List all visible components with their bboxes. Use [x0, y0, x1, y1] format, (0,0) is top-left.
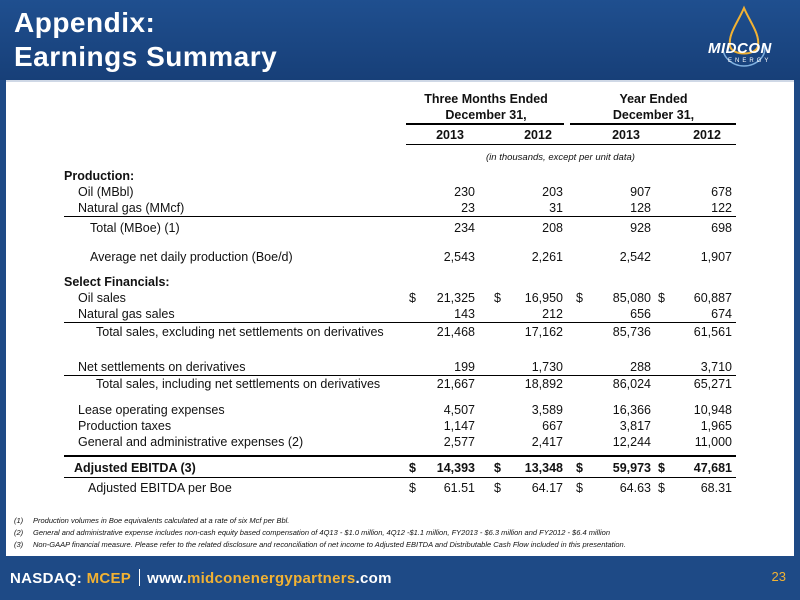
- row-avg-daily-production-value: 2,261: [531, 250, 563, 264]
- row-natural-gas-mmcf-value: 23: [461, 201, 475, 215]
- footnote-text: Production volumes in Boe equivalents calculated at a rate of six Mcf per Bbl.: [33, 516, 290, 525]
- row-lease-operating-value: 3,589: [531, 403, 563, 417]
- row-avg-daily-production-label: Average net daily production (Boe/d): [90, 250, 293, 264]
- column-header: 2012: [524, 128, 552, 142]
- row-ebitda-per-boe-dollar: $: [576, 481, 583, 495]
- row-net-settlements-value: 199: [454, 360, 475, 374]
- row-natural-gas-sales-value: 674: [711, 307, 732, 321]
- row-natural-gas-mmcf-value: 122: [711, 201, 732, 215]
- row-total-sales-excl-label: Total sales, excluding net settlements on derivatives: [96, 325, 384, 339]
- row-ebitda-per-boe-dollar: $: [409, 481, 416, 495]
- row-total-sales-excl-value: 21,468: [436, 325, 475, 339]
- column-header: 2013: [436, 128, 464, 142]
- group-header-year: Year Ended: [619, 92, 688, 106]
- footnote-number: (2): [14, 528, 24, 537]
- content-panel: [6, 80, 794, 556]
- row-natural-gas-sales-label: Natural gas sales: [78, 307, 175, 321]
- row-lease-operating-value: 10,948: [693, 403, 732, 417]
- slide-header: [0, 0, 800, 80]
- row-total-sales-excl-value: 85,736: [612, 325, 651, 339]
- row-avg-daily-production-value: 1,907: [700, 250, 732, 264]
- row-general-admin-value: 2,577: [443, 435, 475, 449]
- row-general-admin-value: 12,244: [612, 435, 651, 449]
- rule-ebitda-bottom: [64, 477, 736, 478]
- row-net-settlements-value: 1,730: [531, 360, 563, 374]
- ticker-symbol: MCEP: [86, 570, 132, 587]
- slide-footer: [0, 556, 800, 600]
- slide-title: [14, 6, 277, 74]
- row-natural-gas-mmcf-value: 128: [630, 201, 651, 215]
- row-net-settlements-value: 3,710: [700, 360, 732, 374]
- row-total-sales-excl-value: 61,561: [693, 325, 732, 339]
- row-avg-daily-production-value: 2,542: [619, 250, 651, 264]
- url-suffix: .com: [355, 570, 392, 587]
- group-header-three-months: Three Months Ended: [424, 92, 548, 106]
- row-oil-mbbl-label: Oil (MBbl): [78, 185, 134, 199]
- nasdaq-label: NASDAQ:: [10, 570, 87, 587]
- row-natural-gas-mmcf-value: 31: [549, 201, 563, 215]
- footnote-text: Non-GAAP financial measure. Please refer to the related disclosure and reconciliation of net income to Adjusted EBITDA and Distributable Cash Flow included in this presentation.: [33, 540, 626, 549]
- row-total-sales-incl-value: 65,271: [693, 377, 732, 391]
- row-adjusted-ebitda-value: 14,393: [436, 461, 475, 475]
- row-production-taxes-value: 1,965: [700, 419, 732, 433]
- row-adjusted-ebitda-value: 13,348: [524, 461, 563, 475]
- footnote-text: General and administrative expense includes non-cash equity based compensation of 4Q13 - $1.0 million, 4Q12 -$1.1 million, FY2013 - $6.3 million and FY2012 - $6.4 million: [33, 528, 610, 537]
- row-production-taxes-value: 1,147: [443, 419, 475, 433]
- row-natural-gas-mmcf-label: Natural gas (MMcf): [78, 201, 185, 215]
- row-total-mboe-value: 698: [711, 221, 732, 235]
- row-adjusted-ebitda-dollar: $: [409, 461, 416, 475]
- rule-production-total: [64, 216, 736, 217]
- footer-divider: [139, 569, 140, 586]
- row-production-taxes-value: 3,817: [619, 419, 651, 433]
- column-rule: [406, 144, 736, 145]
- company-logo: [694, 4, 794, 78]
- row-ebitda-per-boe-dollar: $: [658, 481, 665, 495]
- row-total-sales-incl-value: 18,892: [524, 377, 563, 391]
- footnote-number: (3): [14, 540, 24, 549]
- row-oil-sales-label: Oil sales: [78, 291, 126, 305]
- row-oil-sales-value: 60,887: [693, 291, 732, 305]
- row-adjusted-ebitda-dollar: $: [494, 461, 501, 475]
- header-rule-1: [406, 123, 564, 125]
- row-oil-mbbl-value: 678: [711, 185, 732, 199]
- url-domain[interactable]: midconenergypartners: [186, 570, 356, 587]
- row-total-sales-incl-label: Total sales, including net settlements on derivatives: [96, 377, 381, 391]
- row-oil-mbbl-value: 907: [630, 185, 651, 199]
- title-line-1: Appendix:: [14, 7, 156, 38]
- row-adjusted-ebitda-dollar: $: [576, 461, 583, 475]
- row-ebitda-per-boe-dollar: $: [494, 481, 501, 495]
- rule-ebitda-top: [64, 455, 736, 457]
- row-oil-sales-dollar: $: [409, 291, 416, 305]
- row-total-sales-incl-value: 86,024: [612, 377, 651, 391]
- units-note: (in thousands, except per unit data): [486, 152, 635, 163]
- rule-sales-total: [64, 322, 736, 323]
- row-adjusted-ebitda-dollar: $: [658, 461, 665, 475]
- header-rule-2: [570, 123, 736, 125]
- url-prefix: www.: [147, 570, 187, 587]
- row-ebitda-per-boe-value: 64.17: [531, 481, 563, 495]
- row-production-taxes-label: Production taxes: [78, 419, 172, 433]
- row-total-mboe-label: Total (MBoe) (1): [90, 221, 180, 235]
- column-header: 2012: [693, 128, 721, 142]
- row-total-mboe-value: 208: [542, 221, 563, 235]
- row-adjusted-ebitda-label: Adjusted EBITDA (3): [74, 461, 196, 475]
- row-natural-gas-sales-value: 656: [630, 307, 651, 321]
- group-header-three-months-date: December 31,: [445, 108, 527, 122]
- rule-settlements: [64, 375, 736, 376]
- row-ebitda-per-boe-label: Adjusted EBITDA per Boe: [88, 481, 232, 495]
- row-ebitda-per-boe-value: 68.31: [700, 481, 732, 495]
- page-number: 23: [771, 569, 786, 584]
- row-net-settlements-value: 288: [630, 360, 651, 374]
- row-production-taxes-value: 667: [542, 419, 563, 433]
- row-adjusted-ebitda-value: 47,681: [693, 461, 732, 475]
- row-adjusted-ebitda-value: 59,973: [612, 461, 651, 475]
- row-general-admin-value: 2,417: [531, 435, 563, 449]
- row-ebitda-per-boe-value: 61.51: [443, 481, 475, 495]
- footer-contact: [10, 569, 392, 587]
- financials-heading: Select Financials:: [64, 275, 170, 289]
- footnote-number: (1): [14, 516, 24, 525]
- logo-text: MIDCON: [708, 40, 772, 57]
- row-oil-sales-value: 16,950: [524, 291, 563, 305]
- row-oil-sales-dollar: $: [576, 291, 583, 305]
- row-lease-operating-value: 4,507: [443, 403, 475, 417]
- row-oil-sales-value: 85,080: [612, 291, 651, 305]
- row-oil-sales-dollar: $: [658, 291, 665, 305]
- row-total-mboe-value: 928: [630, 221, 651, 235]
- row-net-settlements-label: Net settlements on derivatives: [78, 360, 246, 374]
- title-line-2: Earnings Summary: [14, 41, 278, 72]
- row-general-admin-value: 11,000: [694, 435, 732, 449]
- production-heading: Production:: [64, 169, 135, 183]
- group-header-year-date: December 31,: [612, 108, 695, 122]
- row-avg-daily-production-value: 2,543: [443, 250, 475, 264]
- row-oil-sales-dollar: $: [494, 291, 501, 305]
- row-natural-gas-sales-value: 143: [454, 307, 475, 321]
- row-lease-operating-label: Lease operating expenses: [78, 403, 225, 417]
- row-oil-mbbl-value: 203: [542, 185, 563, 199]
- row-ebitda-per-boe-value: 64.63: [619, 481, 651, 495]
- row-general-admin-label: General and administrative expenses (2): [78, 435, 304, 449]
- logo-subtext: ENERGY: [728, 58, 772, 64]
- row-total-mboe-value: 234: [454, 221, 475, 235]
- row-oil-mbbl-value: 230: [454, 185, 475, 199]
- row-total-sales-excl-value: 17,162: [524, 325, 563, 339]
- row-natural-gas-sales-value: 212: [542, 307, 563, 321]
- column-header: 2013: [612, 128, 640, 142]
- row-total-sales-incl-value: 21,667: [436, 377, 475, 391]
- row-oil-sales-value: 21,325: [436, 291, 475, 305]
- row-lease-operating-value: 16,366: [612, 403, 651, 417]
